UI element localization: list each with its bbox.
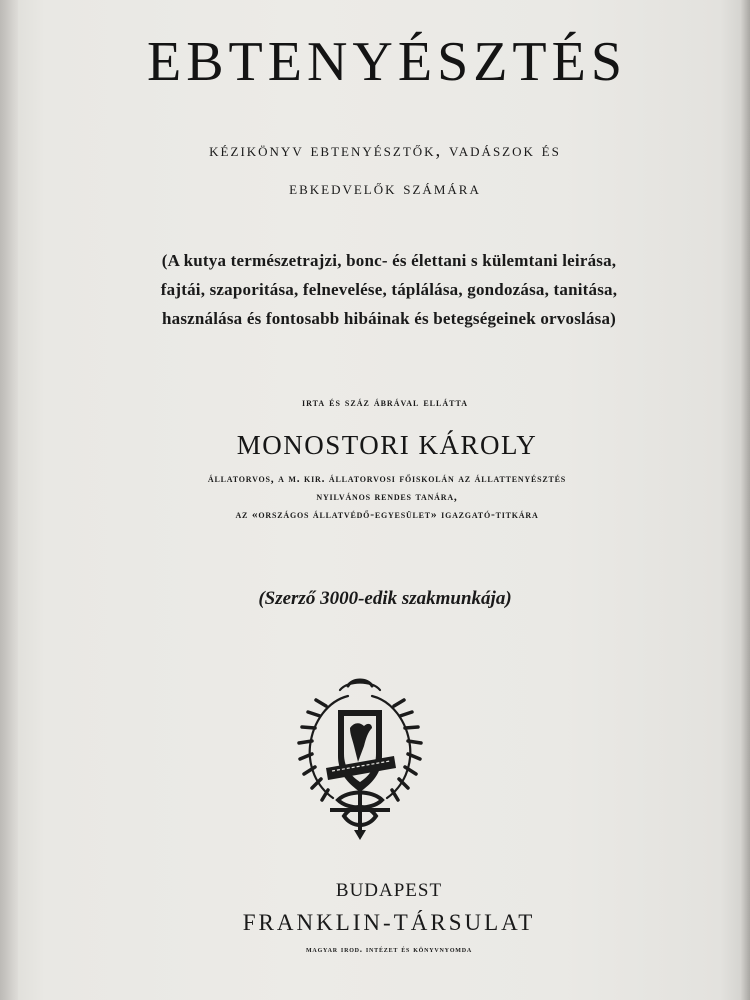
credential-line: nyilvános rendes tanára, bbox=[316, 491, 458, 503]
description-line: használása és fontosabb hibáinak és betegségeinek orvoslása) bbox=[161, 309, 617, 328]
author-name: MONOSTORI KÁROLY bbox=[236, 430, 538, 460]
imprint-printer: magyar irod. intézet és könyvnyomda bbox=[305, 944, 473, 954]
imprint-city: BUDAPEST bbox=[335, 880, 443, 901]
book-subtitle bbox=[0, 132, 750, 208]
edition-note: (Szerző 3000-edik szakmunkája) bbox=[258, 588, 512, 609]
credential-line: az «országos állatvédő-egyesület» igazgató-titkára bbox=[235, 509, 539, 521]
description-line: (A kutya természetrajzi, bonc- és élettani s külemtani leirása, bbox=[161, 251, 617, 270]
subtitle-line: kézikönyv ebtenyésztők, vadászok és bbox=[209, 140, 561, 161]
written-by-line: irta és száz ábrával ellátta bbox=[302, 395, 468, 409]
imprint-publisher: FRANKLIN-TÁRSULAT bbox=[242, 910, 536, 935]
author-credentials bbox=[0, 470, 750, 524]
book-title: EBTENYÉSZTÉS bbox=[147, 31, 627, 93]
subtitle-line: ebkedvelők számára bbox=[289, 178, 481, 199]
description-line: fajtái, szaporitása, felnevelése, táplálása, gondozása, tanitása, bbox=[160, 280, 618, 299]
book-description bbox=[0, 246, 750, 333]
credential-line: állatorvos, a m. kir. állatorvosi főiskolán az állattenyésztés bbox=[207, 473, 567, 485]
publisher-emblem-icon bbox=[288, 676, 432, 842]
